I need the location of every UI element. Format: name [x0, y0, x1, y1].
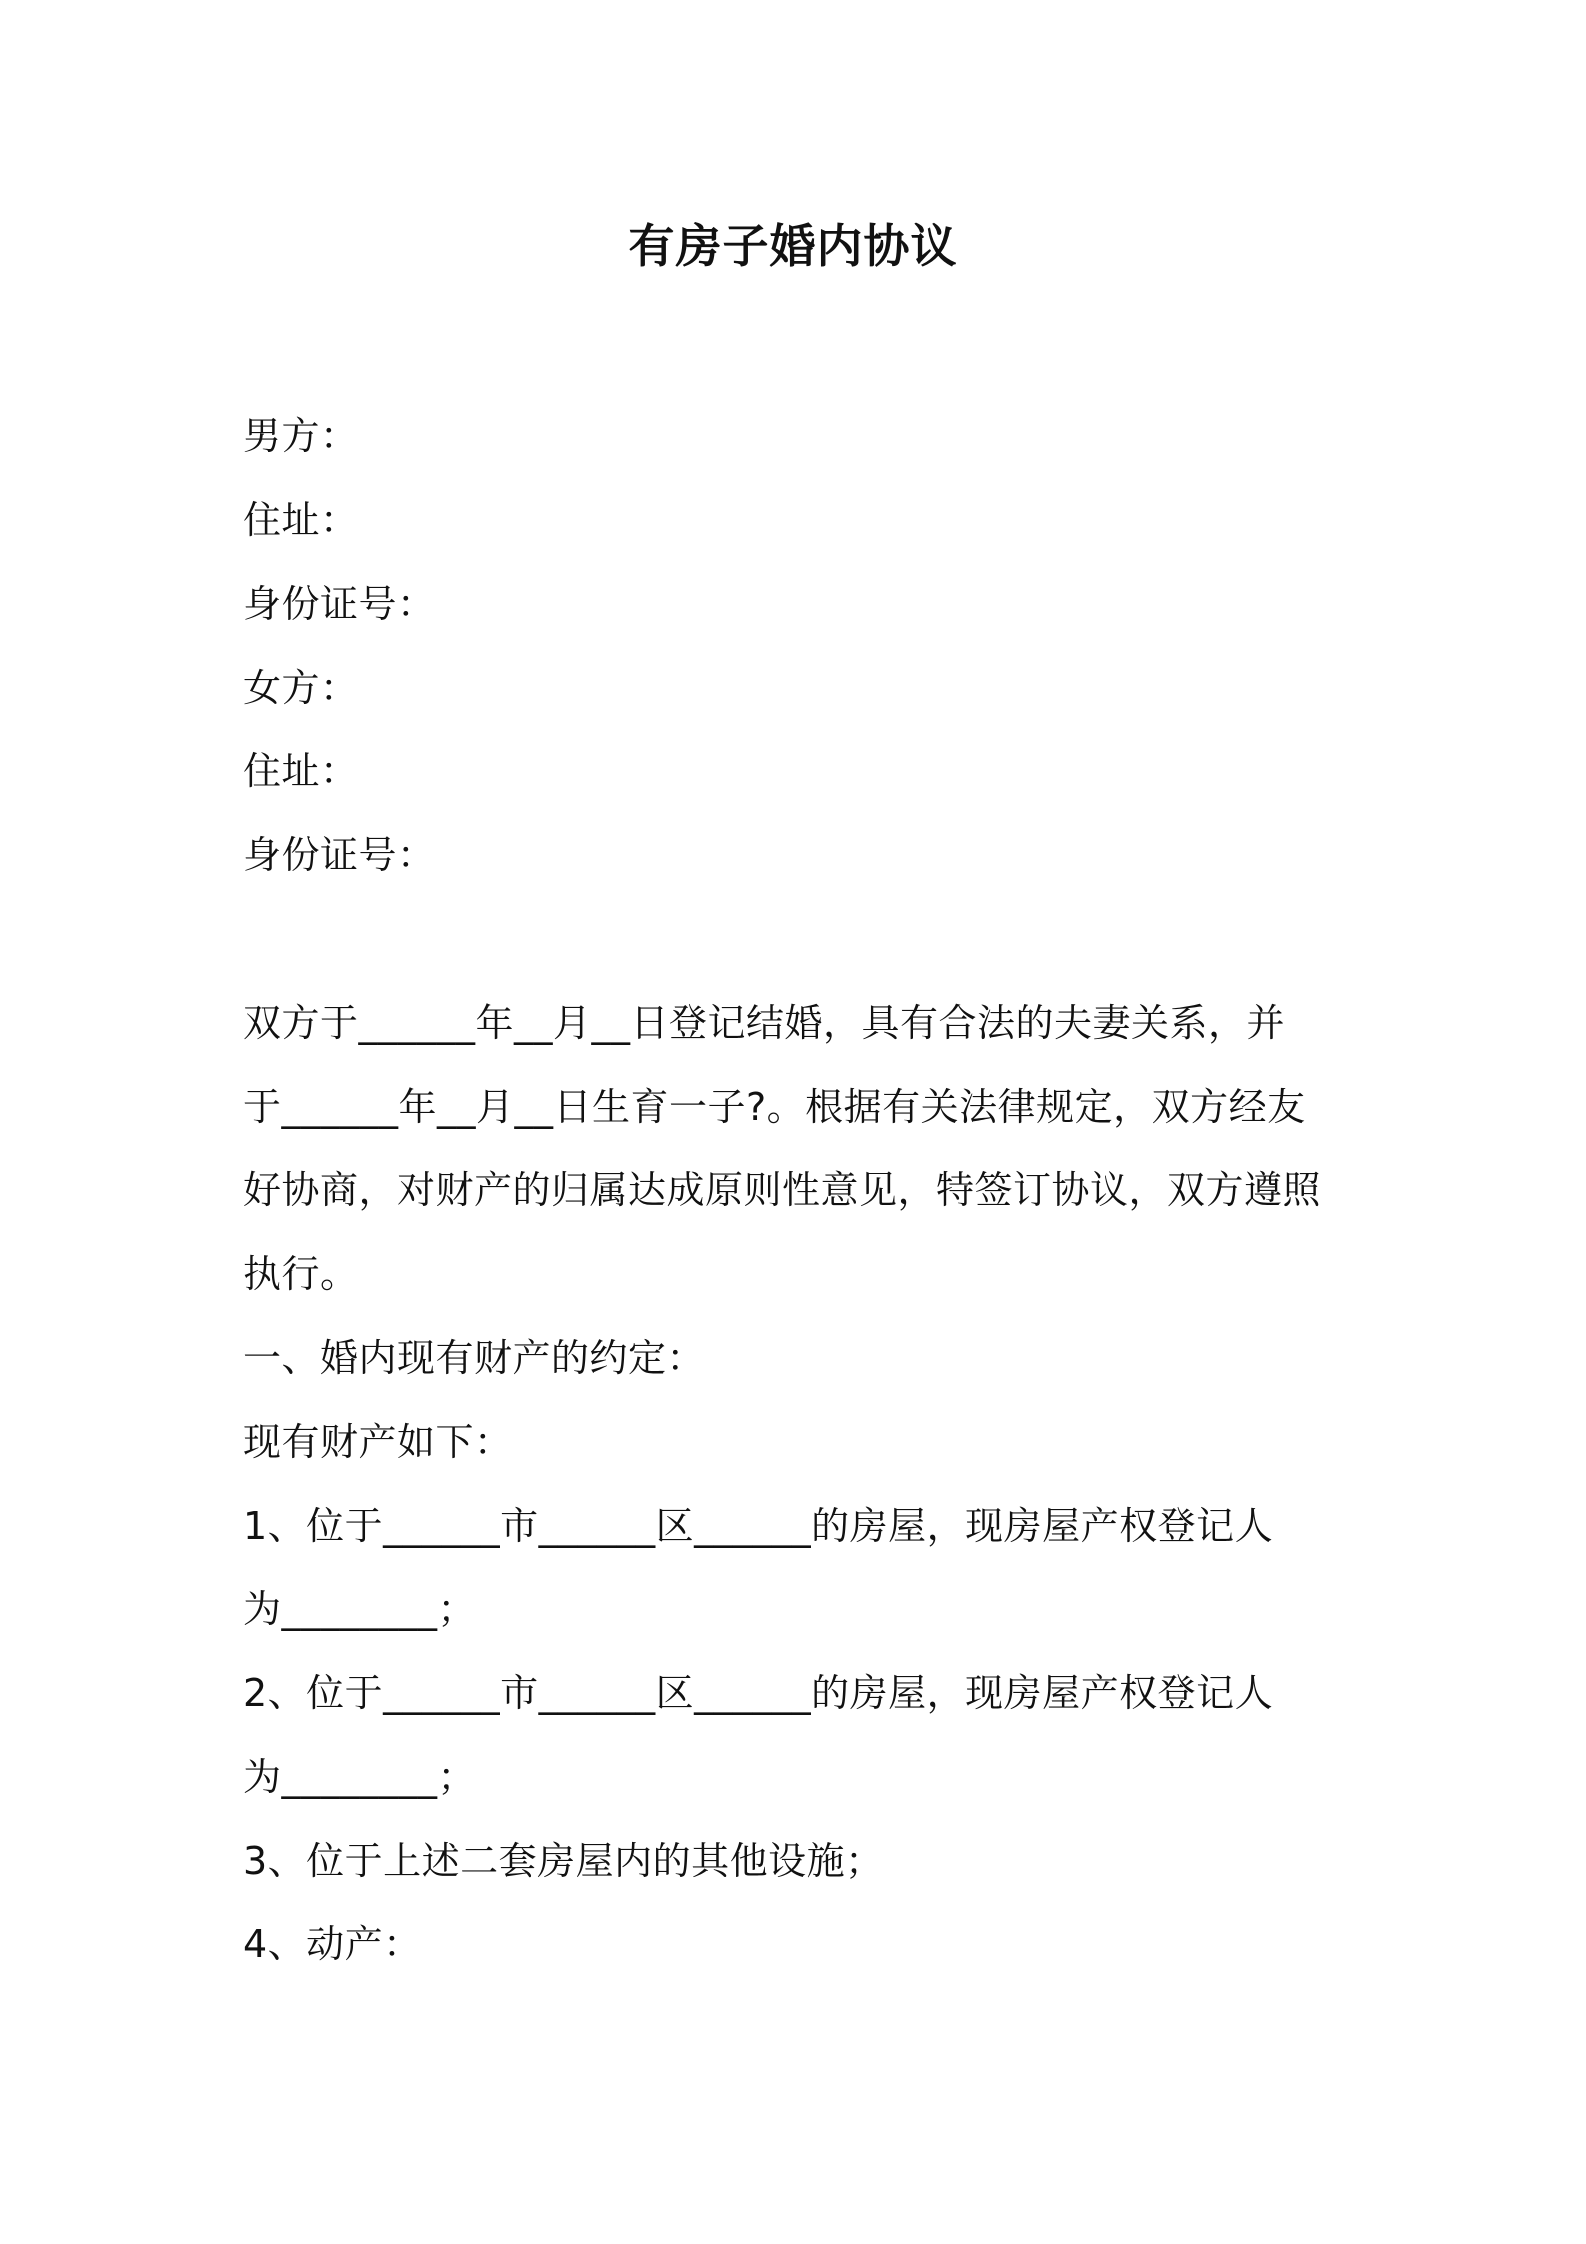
list-item: 3、位于上述二套房屋内的其他设施； — [243, 1839, 884, 1883]
party-male-id-label: 身份证号： — [243, 582, 436, 626]
party-female-address-label: 住址： — [243, 749, 359, 793]
body-line: 于______年__月__日生育一子?。根据有关法律规定，双方经友 — [243, 1085, 1306, 1129]
list-item: 2、位于______市______区______的房屋，现房屋产权登记人 — [243, 1671, 1274, 1715]
body-line: 好协商，对财产的归属达成原则性意见，特签订协议，双方遵照 — [243, 1168, 1322, 1212]
party-male-address-label: 住址： — [243, 498, 359, 542]
document-title: 有房子婚内协议 — [628, 219, 958, 273]
party-female-id-label: 身份证号： — [243, 833, 436, 877]
party-female-label: 女方： — [243, 666, 359, 710]
list-item-continuation: 为________； — [243, 1587, 477, 1631]
section-heading: 一、婚内现有财产的约定： — [243, 1336, 706, 1380]
list-item: 4、动产： — [243, 1922, 422, 1966]
list-item: 1、位于______市______区______的房屋，现房屋产权登记人 — [243, 1504, 1274, 1548]
body-line: 双方于______年__月__日登记结婚，具有合法的夫妻关系，并 — [243, 1001, 1286, 1045]
body-line: 现有财产如下： — [243, 1420, 513, 1464]
list-item-continuation: 为________； — [243, 1755, 477, 1799]
party-male-label: 男方： — [243, 414, 359, 458]
body-line: 执行。 — [243, 1252, 359, 1296]
